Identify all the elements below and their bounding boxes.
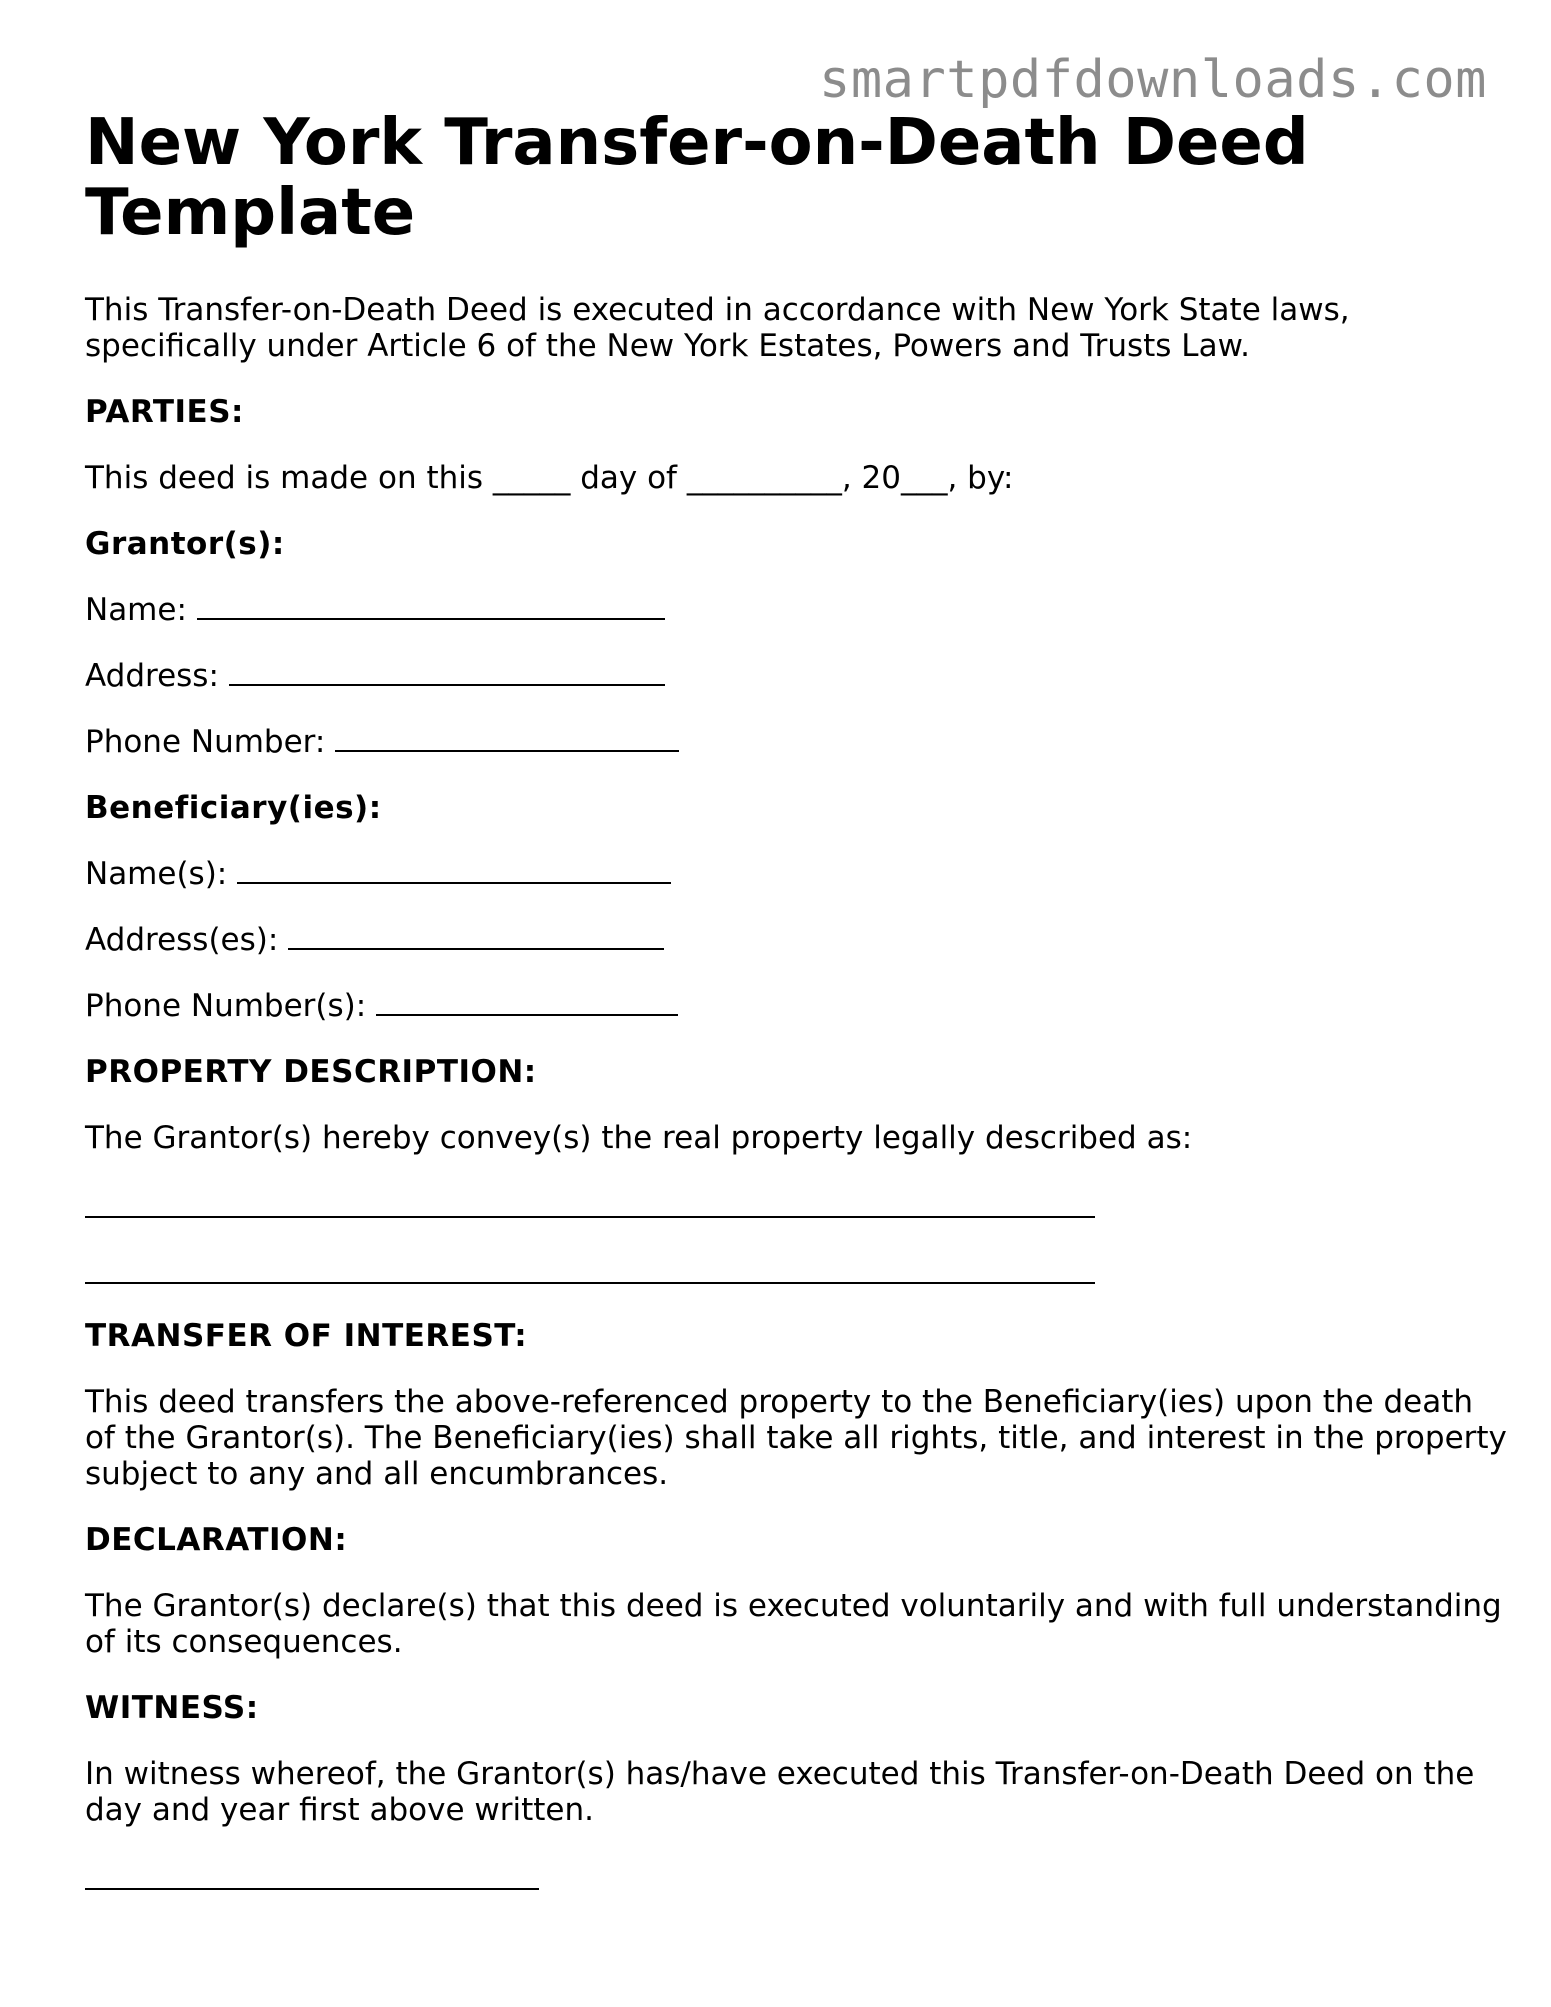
beneficiary-address-row [85, 922, 664, 958]
witness-line-1: In witness whereof, the Grantor(s) has/have executed this Transfer-on-Death Deed on the [85, 1756, 1475, 1792]
transfer-line-2: of the Grantor(s). The Beneficiary(ies) shall take all rights, title, and interest in the property [85, 1420, 1507, 1456]
grantor-phone-row [85, 724, 679, 760]
grantor-heading: Grantor(s): [85, 526, 285, 562]
deed-date-line: This deed is made on this _____ day of __________, 20___, by: [85, 460, 1014, 496]
beneficiary-name-label: Name(s): [85, 856, 228, 892]
beneficiary-name-row [85, 856, 671, 892]
grantor-phone-field[interactable] [335, 724, 679, 752]
property-text: The Grantor(s) hereby convey(s) the real property legally described as: [85, 1120, 1193, 1156]
beneficiary-address-label: Address(es): [85, 922, 279, 958]
grantor-address-row [85, 658, 665, 694]
signature-line[interactable] [85, 1888, 539, 1890]
watermark: smartpdfdownloads.com [819, 50, 1487, 110]
property-heading: PROPERTY DESCRIPTION: [85, 1054, 537, 1090]
transfer-line-3: subject to any and all encumbrances. [85, 1456, 669, 1492]
beneficiary-name-field[interactable] [237, 856, 671, 884]
property-description-line-1[interactable] [85, 1216, 1095, 1218]
grantor-address-label: Address: [85, 658, 219, 694]
beneficiary-address-field[interactable] [288, 922, 664, 950]
grantor-name-field[interactable] [197, 592, 665, 620]
beneficiary-phone-row [85, 988, 678, 1024]
beneficiary-heading: Beneficiary(ies): [85, 790, 382, 826]
declaration-line-2: of its consequences. [85, 1624, 403, 1660]
transfer-heading: TRANSFER OF INTEREST: [85, 1318, 528, 1354]
grantor-address-field[interactable] [229, 658, 665, 686]
declaration-line-1: The Grantor(s) declare(s) that this deed is executed voluntarily and with full understanding [85, 1588, 1502, 1624]
grantor-phone-label: Phone Number: [85, 724, 326, 760]
witness-line-2: day and year first above written. [85, 1792, 595, 1828]
witness-heading: WITNESS: [85, 1690, 259, 1726]
intro-line-2: specifically under Article 6 of the New York Estates, Powers and Trusts Law. [85, 328, 1250, 364]
page-title: New York Transfer-on-Death Deed Template [85, 106, 1309, 250]
declaration-heading: DECLARATION: [85, 1522, 348, 1558]
grantor-name-row [85, 592, 665, 628]
property-description-line-2[interactable] [85, 1282, 1095, 1284]
parties-heading: PARTIES: [85, 394, 244, 430]
beneficiary-phone-field[interactable] [376, 988, 678, 1016]
transfer-line-1: This deed transfers the above-referenced property to the Beneficiary(ies) upon the death [85, 1384, 1474, 1420]
beneficiary-phone-label: Phone Number(s): [85, 988, 367, 1024]
grantor-name-label: Name: [85, 592, 187, 628]
intro-line-1: This Transfer-on-Death Deed is executed in accordance with New York State laws, [85, 292, 1350, 328]
